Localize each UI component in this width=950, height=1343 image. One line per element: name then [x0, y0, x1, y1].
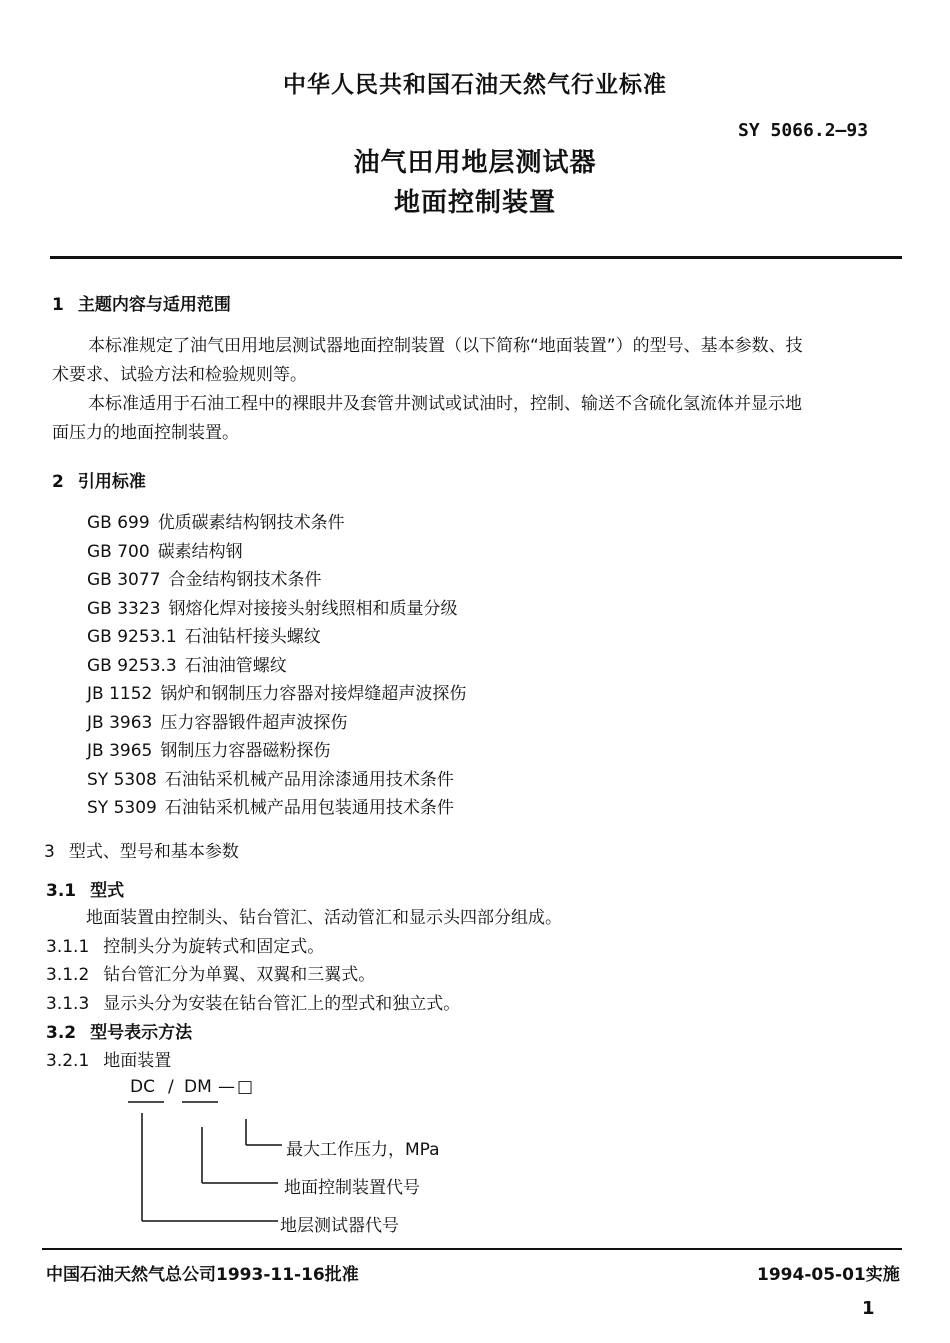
- reference-title: 优质碳素结构钢技术条件: [157, 513, 345, 533]
- subsection-number: 3.2: [46, 1023, 77, 1043]
- section-1-heading: [52, 290, 231, 315]
- reference-item: [87, 793, 454, 818]
- reference-item: [87, 565, 322, 590]
- reference-code: SY 5309: [87, 798, 157, 818]
- reference-item: [87, 679, 466, 704]
- clause-number: 3.1.3: [46, 994, 90, 1014]
- reference-title: 合金结构钢技术条件: [168, 570, 322, 590]
- approval-statement: 中国石油天然气总公司1993-11-16批准: [46, 1265, 359, 1285]
- clause-text: 控制头分为旋转式和固定式。: [103, 937, 325, 957]
- paragraph-line: 面压力的地面控制装置。: [52, 423, 239, 443]
- clause-3-2-1: [46, 1046, 171, 1071]
- section-number: 3: [44, 842, 55, 862]
- reference-title: 钢熔化焊对接接头射线照相和质量分级: [168, 599, 458, 619]
- model-part-dc: DC: [130, 1077, 155, 1097]
- clause-3-1-3: [46, 989, 460, 1014]
- model-dash: —: [218, 1077, 235, 1097]
- subsection-3-1-heading: [46, 876, 124, 901]
- section-number: 1: [52, 295, 64, 315]
- reference-item: [87, 736, 330, 761]
- reference-code: GB 699: [87, 513, 150, 533]
- clause-number: 3.1.1: [46, 937, 90, 957]
- reference-code: GB 3323: [87, 599, 161, 619]
- reference-title: 石油钻杆接头螺纹: [184, 627, 321, 647]
- standard-category-header: 中华人民共和国石油天然气行业标准: [283, 72, 667, 98]
- clause-3-1-1: [46, 932, 324, 957]
- clause-number: 3.1.2: [46, 965, 90, 985]
- clause-text: 地面装置: [103, 1051, 172, 1071]
- label-max-working-pressure: 最大工作压力，MPa: [286, 1140, 440, 1160]
- reference-code: JB 1152: [87, 684, 153, 704]
- model-slash: /: [168, 1077, 174, 1097]
- clause-3-1-2: [46, 960, 375, 985]
- section-title: 主题内容与适用范围: [77, 295, 231, 315]
- reference-item: [87, 651, 287, 676]
- section-2-heading: [52, 467, 146, 492]
- header-rule: [50, 256, 902, 259]
- reference-code: JB 3965: [87, 741, 153, 761]
- paragraph-line: 术要求、试验方法和检验规则等。: [52, 365, 307, 385]
- subsection-title: 型号表示方法: [90, 1023, 193, 1043]
- reference-code: GB 9253.1: [87, 627, 177, 647]
- reference-code: GB 9253.3: [87, 656, 177, 676]
- paragraph-line: 本标准适用于石油工程中的裸眼井及套管井测试或试油时，控制、输送不含硫化氢流体并显示地: [88, 394, 802, 414]
- reference-code: GB 3077: [87, 570, 161, 590]
- reference-code: JB 3963: [87, 713, 153, 733]
- subsection-3-2-heading: [46, 1018, 192, 1043]
- label-tester-code: 地层测试器代号: [280, 1216, 399, 1236]
- effective-date: 1994-05-01实施: [757, 1265, 900, 1285]
- paragraph-line: 本标准规定了油气田用地层测试器地面控制装置（以下简称“地面装置”）的型号、基本参数、技: [88, 336, 803, 356]
- document-title-line1: 油气田用地层测试器: [353, 148, 597, 178]
- reference-title: 石油钻采机械产品用包装通用技术条件: [164, 798, 454, 818]
- page-number: 1: [862, 1298, 875, 1319]
- clause-text: 显示头分为安装在钻台管汇上的型式和独立式。: [103, 994, 461, 1014]
- footer-rule: [42, 1248, 902, 1250]
- reference-item: [87, 622, 321, 647]
- reference-title: 石油油管螺纹: [184, 656, 287, 676]
- section-title: 型式、型号和基本参数: [68, 842, 239, 862]
- subsection-number: 3.1: [46, 881, 77, 901]
- section-3-heading: [44, 837, 239, 862]
- document-title-line2: 地面控制装置: [393, 188, 556, 218]
- reference-item: [87, 594, 458, 619]
- model-designation-diagram: [120, 1075, 540, 1245]
- section-number: 2: [52, 472, 64, 492]
- reference-title: 碳素结构钢: [157, 542, 243, 562]
- reference-code: SY 5308: [87, 770, 157, 790]
- reference-code: GB 700: [87, 542, 150, 562]
- reference-item: [87, 537, 243, 562]
- reference-title: 锅炉和钢制压力容器对接焊缝超声波探伤: [160, 684, 467, 704]
- paragraph-line: 地面装置由控制头、钻台管汇、活动管汇和显示头四部分组成。: [86, 908, 562, 928]
- reference-item: [87, 508, 345, 533]
- reference-title: 石油钻采机械产品用涂漆通用技术条件: [164, 770, 454, 790]
- standard-number: SY 5066.2—93: [738, 120, 869, 141]
- label-device-code: 地面控制装置代号: [284, 1178, 420, 1198]
- subsection-title: 型式: [90, 881, 125, 901]
- reference-title: 钢制压力容器磁粉探伤: [160, 741, 331, 761]
- model-part-dm: DM: [184, 1077, 212, 1097]
- model-parameter-box: □: [237, 1077, 254, 1097]
- reference-item: [87, 765, 454, 790]
- reference-item: [87, 708, 347, 733]
- clause-text: 钻台管汇分为单翼、双翼和三翼式。: [103, 965, 376, 985]
- reference-title: 压力容器锻件超声波探伤: [160, 713, 348, 733]
- clause-number: 3.2.1: [46, 1051, 90, 1071]
- section-title: 引用标准: [77, 472, 146, 492]
